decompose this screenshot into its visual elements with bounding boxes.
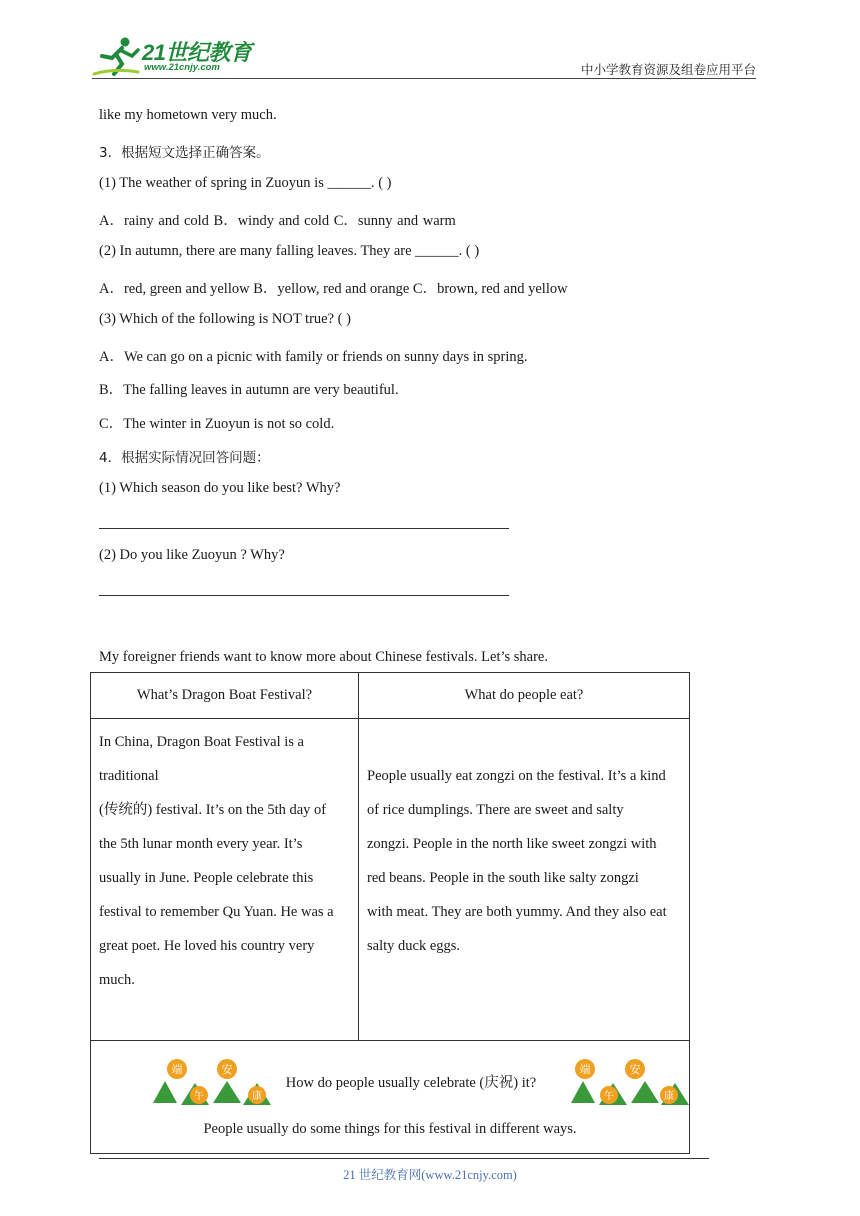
question-3: (3) Which of the following is NOT true? ( ) bbox=[99, 311, 351, 327]
food-description-cell bbox=[359, 719, 690, 1041]
svg-text:午: 午 bbox=[604, 1091, 614, 1102]
svg-text:午: 午 bbox=[194, 1091, 204, 1102]
table-text-line: great poet. He loved his country very bbox=[99, 938, 315, 954]
table-text-line: In China, Dragon Boat Festival is a bbox=[99, 734, 304, 750]
answer-blank-2[interactable] bbox=[99, 595, 509, 596]
table-text-line: with meat. They are both yummy. And they also eat bbox=[367, 904, 667, 920]
svg-text:端: 端 bbox=[171, 1063, 183, 1076]
table-text-line: People usually eat zongzi on the festival. It’s a kind bbox=[367, 768, 666, 784]
table-header-cell: What do people eat? bbox=[359, 673, 690, 719]
celebration-answer: People usually do some things for this festival in different ways. bbox=[203, 1121, 577, 1137]
table-text-line: zongzi. People in the north like sweet zongzi with bbox=[367, 836, 657, 852]
runner-logo-icon bbox=[92, 34, 142, 78]
festival-description-cell bbox=[91, 719, 359, 1041]
logo-name: 21世纪教育 bbox=[142, 40, 252, 65]
footer-divider bbox=[99, 1158, 709, 1159]
option-a: A．We can go on a picnic with family or friends on sunny days in spring. bbox=[99, 349, 528, 365]
table-text-line: much. bbox=[99, 972, 135, 988]
logo-url: www.21cnjy.com bbox=[144, 62, 220, 73]
question-heading: 3．根据短文选择正确答案。 bbox=[99, 145, 270, 161]
svg-text:康: 康 bbox=[664, 1091, 674, 1102]
table-text-line: (传统的) festival. It’s on the 5th day of bbox=[99, 802, 327, 818]
options-2: A．red, green and yellow B．yellow, red and orange C．brown, red and yellow bbox=[99, 281, 568, 297]
svg-text:安: 安 bbox=[629, 1063, 641, 1076]
open-question-2: (2) Do you like Zuoyun ? Why? bbox=[99, 547, 285, 563]
option-c: C．The winter in Zuoyun is not so cold. bbox=[99, 416, 335, 432]
site-logo bbox=[92, 34, 262, 78]
table-text-line: festival to remember Qu Yuan. He was a bbox=[99, 904, 334, 920]
question-2: (2) In autumn, there are many falling leaves. They are ______. ( ) bbox=[99, 243, 480, 259]
table-text-line: of rice dumplings. There are sweet and salty bbox=[367, 802, 624, 818]
table-text-line: salty duck eggs. bbox=[367, 938, 461, 954]
celebration-question: How do people usually celebrate (庆祝) it? bbox=[285, 1075, 537, 1091]
table-header-cell: What’s Dragon Boat Festival? bbox=[91, 673, 359, 719]
text-line: like my hometown very much. bbox=[99, 107, 277, 123]
platform-title: 中小学教育资源及组卷应用平台 bbox=[580, 62, 756, 77]
festival-table bbox=[90, 672, 690, 1154]
footer-link[interactable]: 21 世纪教育网(www.21cnjy.com) bbox=[343, 1168, 517, 1182]
section-intro: My foreigner friends want to know more about Chinese festivals. Let’s share. bbox=[99, 649, 548, 665]
svg-text:安: 安 bbox=[221, 1063, 233, 1076]
page-header bbox=[92, 34, 756, 80]
options-1: A．rainy and cold B．windy and cold C．sunny and warm bbox=[99, 213, 456, 229]
celebration-cell bbox=[91, 1041, 690, 1154]
option-b: B．The falling leaves in autumn are very beautiful. bbox=[99, 382, 399, 398]
zongzi-decoration-icon bbox=[569, 1057, 689, 1107]
open-question-1: (1) Which season do you like best? Why? bbox=[99, 480, 341, 496]
question-1: (1) The weather of spring in Zuoyun is ______. ( ) bbox=[99, 175, 392, 191]
table-text-line: red beans. People in the south like salty zongzi bbox=[367, 870, 639, 886]
svg-text:康: 康 bbox=[252, 1091, 262, 1102]
table-text-line: usually in June. People celebrate this bbox=[99, 870, 314, 886]
header-divider bbox=[92, 78, 756, 79]
answer-blank-1[interactable] bbox=[99, 528, 509, 529]
table-text-line: the 5th lunar month every year. It’s bbox=[99, 836, 303, 852]
question-heading: 4．根据实际情况回答问题： bbox=[99, 450, 270, 466]
table-text-line: traditional bbox=[99, 768, 159, 784]
svg-text:端: 端 bbox=[579, 1063, 591, 1076]
